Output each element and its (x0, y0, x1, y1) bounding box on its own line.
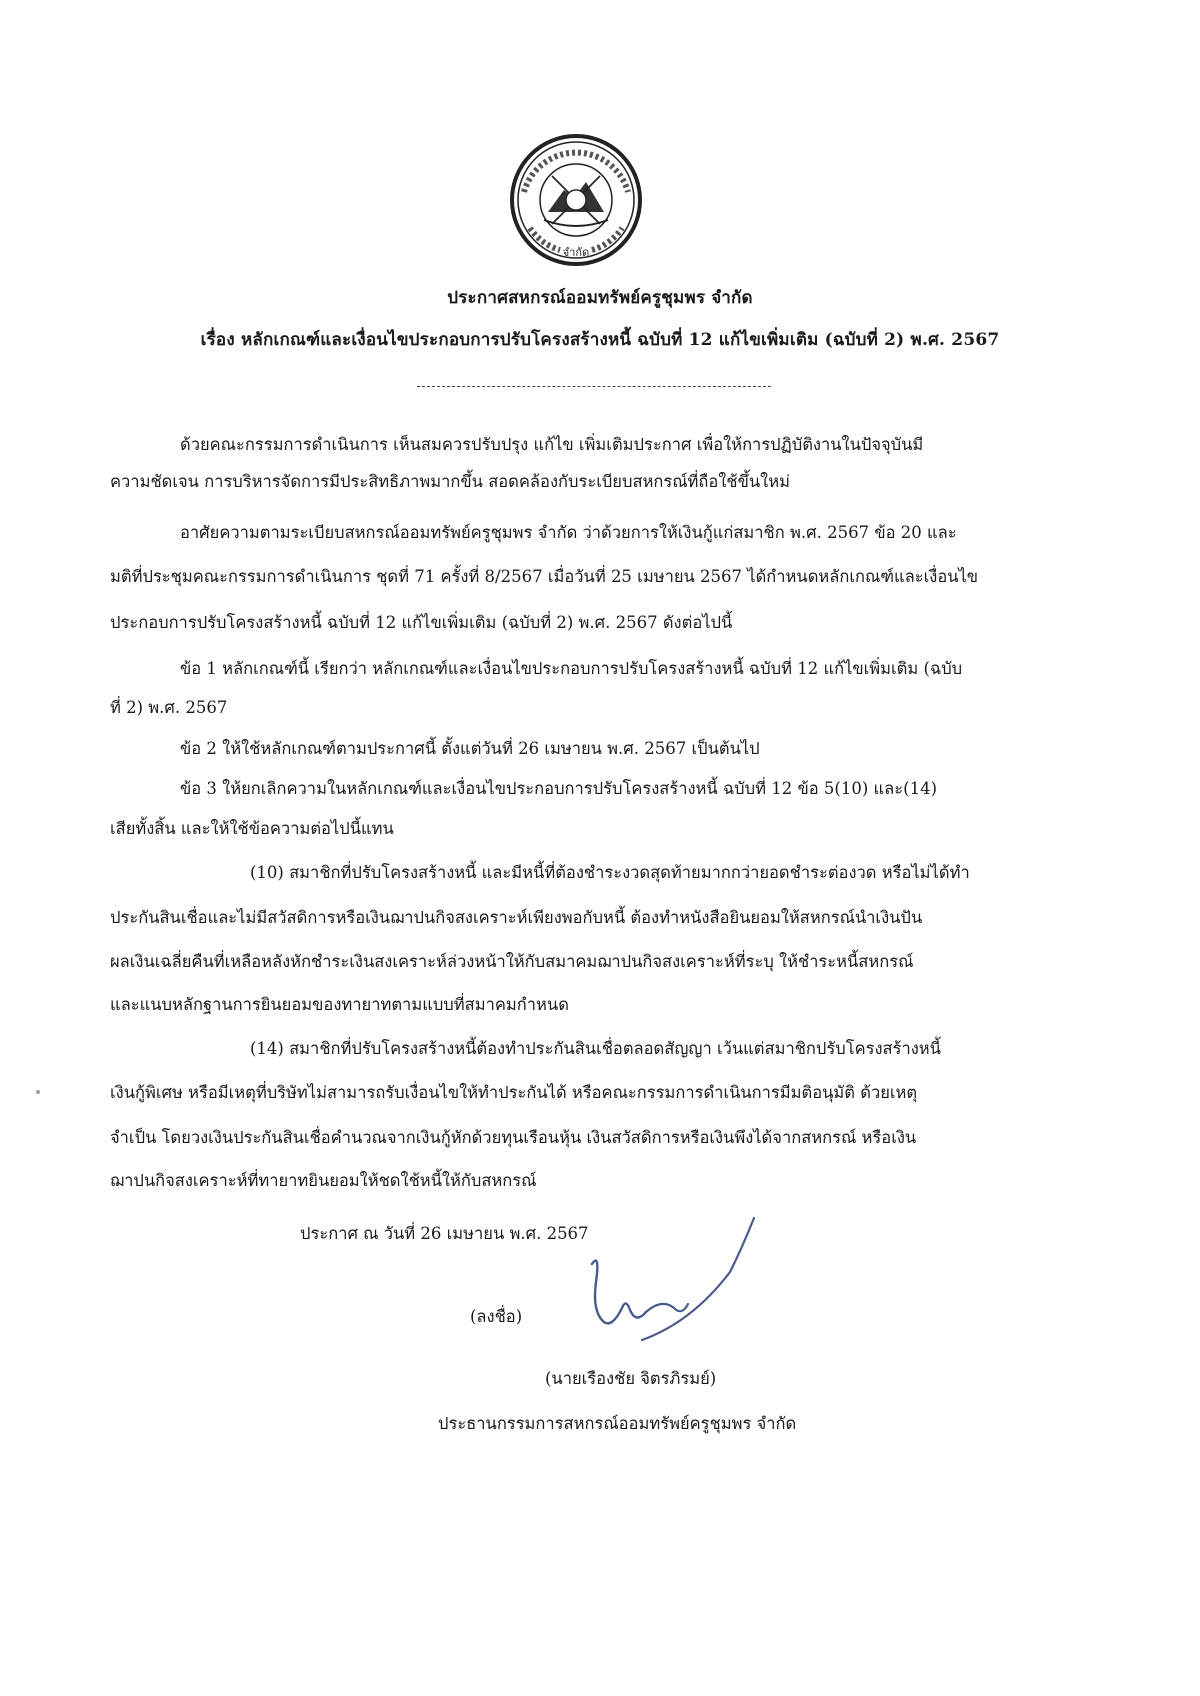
announcement-title: ประกาศสหกรณ์ออมทรัพย์ครูชุมพร จำกัด (447, 288, 753, 308)
body-line: และแนบหลักฐานการยินยอมของทายาทตามแบบที่สมาคมกำหนด (110, 995, 569, 1014)
body-line: เสียทั้งสิ้น และให้ใช้ข้อความต่อไปนี้แทน (110, 819, 394, 838)
svg-text:จำกัด: จำกัด (562, 246, 590, 259)
body-line: ข้อ 1 หลักเกณฑ์นี้ เรียกว่า หลักเกณฑ์และเงื่อนไขประกอบการปรับโครงสร้างหนี้ ฉบับที่ 12 แก้ไขเพิ่มเติม (ฉบับ (180, 659, 963, 678)
body-line: ด้วยคณะกรรมการดำเนินการ เห็นสมควรปรับปรุง แก้ไข เพิ่มเติมประกาศ เพื่อให้การปฏิบัติงานในปัจจุบันมี (180, 435, 924, 454)
sign-label: (ลงชื่อ) (470, 1307, 523, 1326)
body-line: มติที่ประชุมคณะกรรมการดำเนินการ ชุดที่ 71 ครั้งที่ 8/2567 เมื่อวันที่ 25 เมษายน 2567 ได้กำหนดหลักเกณฑ์และเงื่อนไข (110, 567, 979, 586)
body-line: ข้อ 3 ให้ยกเลิกความในหลักเกณฑ์และเงื่อนไขประกอบการปรับโครงสร้างหนี้ ฉบับที่ 12 ข้อ 5(10) และ(14) (180, 779, 938, 798)
body-line: ประกันสินเชื่อและไม่มีสวัสดิการหรือเงินฌาปนกิจสงเคราะห์เพียงพอกับหนี้ ต้องทำหนังสือยินยอมให้สหกรณ์นำเงินปัน (110, 908, 923, 927)
signatory-position: ประธานกรรมการสหกรณ์ออมทรัพย์ครูชุมพร จำกัด (438, 1414, 797, 1433)
body-line: อาศัยความตามระเบียบสหกรณ์ออมทรัพย์ครูชุมพร จำกัด ว่าด้วยการให้เงินกู้แก่สมาชิก พ.ศ. 2567 ข้อ 20 และ (180, 523, 957, 542)
body-line: (10) สมาชิกที่ปรับโครงสร้างหนี้ และมีหนี้ที่ต้องชำระงวดสุดท้ายมากกว่ายอดชำระต่องวด หรือไม่ได้ทำ (250, 863, 970, 882)
body-line: ข้อ 2 ให้ใช้หลักเกณฑ์ตามประกาศนี้ ตั้งแต่วันที่ 26 เมษายน พ.ศ. 2567 เป็นต้นไป (180, 739, 760, 758)
title-divider (417, 386, 771, 387)
body-line: ฌาปนกิจสงเคราะห์ที่ทายาทยินยอมให้ชดใช้หนี้ให้กับสหกรณ์ (110, 1171, 537, 1190)
body-line: ที่ 2) พ.ศ. 2567 (110, 698, 228, 717)
body-line: ประกอบการปรับโครงสร้างหนี้ ฉบับที่ 12 แก้ไขเพิ่มเติม (ฉบับที่ 2) พ.ศ. 2567 ดังต่อไปนี้ (110, 613, 733, 632)
body-line: จำเป็น โดยวงเงินประกันสินเชื่อคำนวณจากเงินกู้หักด้วยทุนเรือนหุ้น เงินสวัสดิการหรือเงินพึงได้จากสหกรณ์ หรือเงิน (110, 1128, 917, 1147)
signatory-name: (นายเรืองชัย จิตรภิรมย์) (545, 1369, 717, 1388)
handwritten-signature (582, 1212, 782, 1362)
body-line: (14) สมาชิกที่ปรับโครงสร้างหนี้ต้องทำประกันสินเชื่อตลอดสัญญา เว้นแต่สมาชิกปรับโครงสร้างหนี้ (250, 1039, 941, 1058)
cooperative-seal-logo (508, 132, 644, 268)
body-line: ความชัดเจน การบริหารจัดการมีประสิทธิภาพมากขึ้น สอดคล้องกับระเบียบสหกรณ์ที่ถือใช้ขึ้นใหม่ (110, 472, 790, 491)
scan-speck (36, 1090, 40, 1094)
announcement-subject: เรื่อง หลักเกณฑ์และเงื่อนไขประกอบการปรับโครงสร้างหนี้ ฉบับที่ 12 แก้ไขเพิ่มเติม (ฉบับที่ 2) พ.ศ. 2567 (200, 330, 1000, 350)
issue-date: ประกาศ ณ วันที่ 26 เมษายน พ.ศ. 2567 (300, 1224, 589, 1243)
body-line: เงินกู้พิเศษ หรือมีเหตุที่บริษัทไม่สามารถรับเงื่อนไขให้ทำประกันได้ หรือคณะกรรมการดำเนินการมีมติอนุมัติ ด้วยเหตุ (110, 1083, 918, 1102)
body-line: ผลเงินเฉลี่ยคืนที่เหลือหลังหักชำระเงินสงเคราะห์ล่วงหน้าให้กับสมาคมฌาปนกิจสงเคราะห์ที่ระบุ ให้ชำระหนี้สหกรณ์ (110, 952, 914, 971)
